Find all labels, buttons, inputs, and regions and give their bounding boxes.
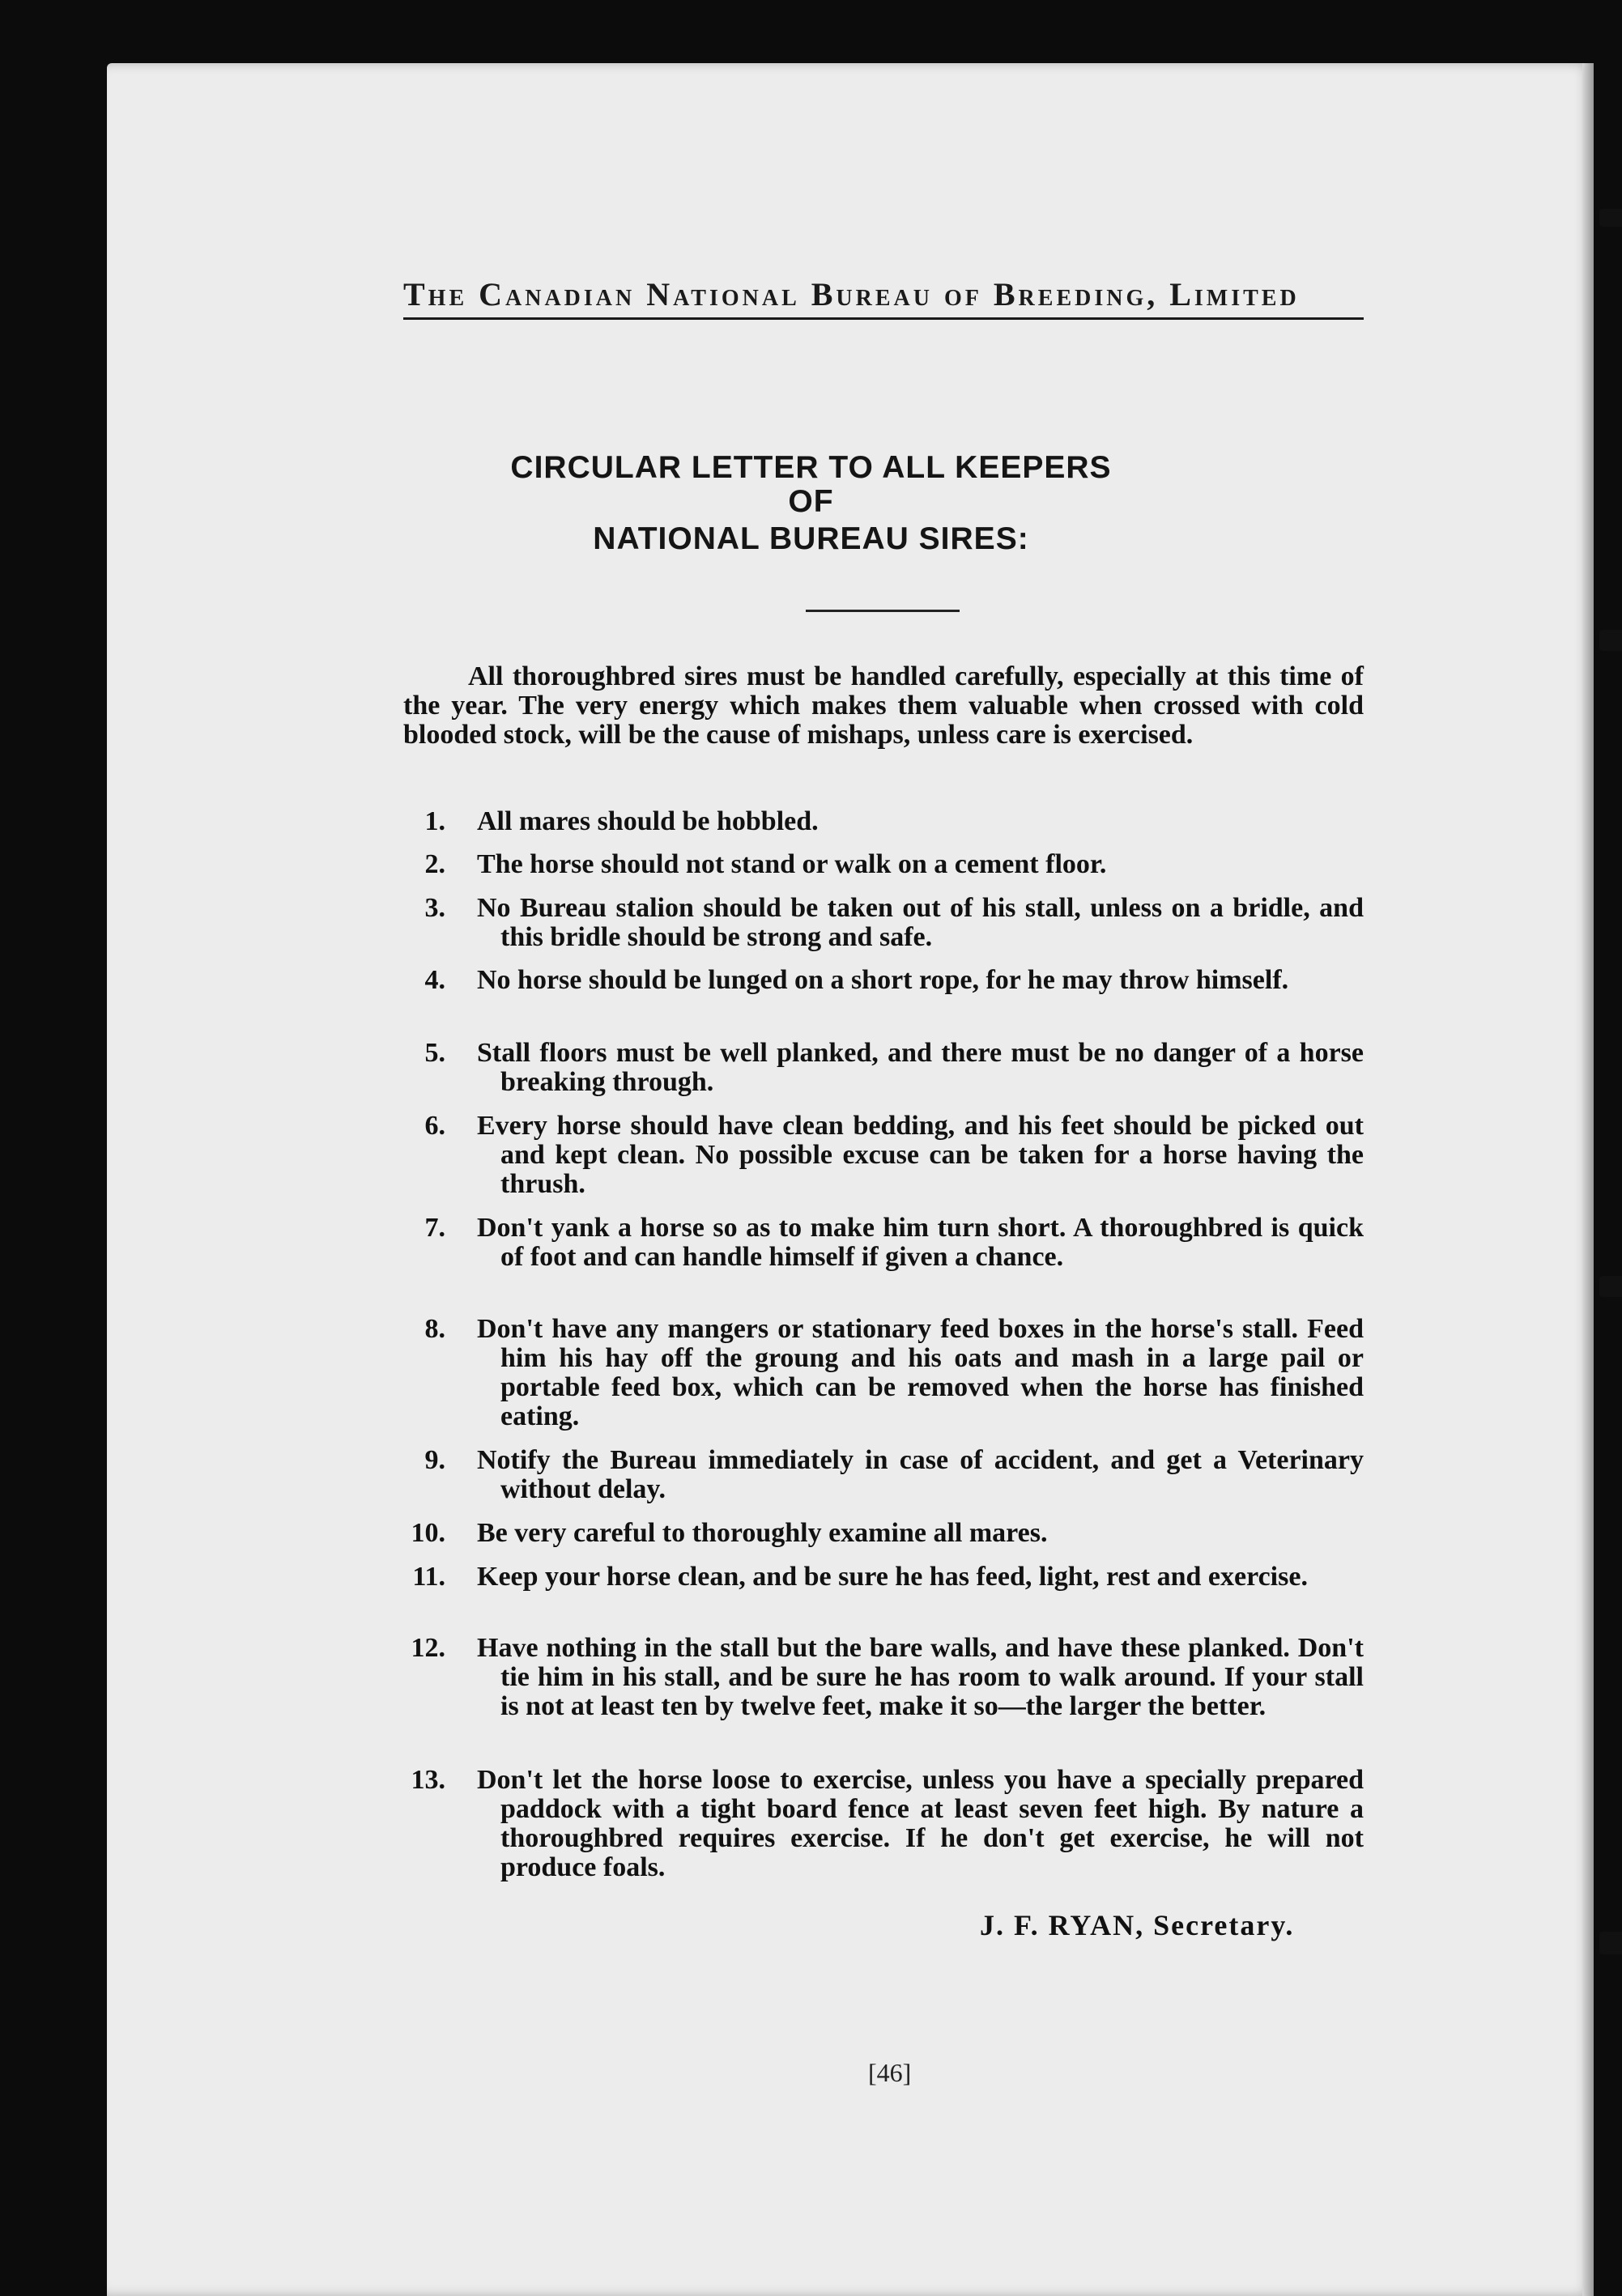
list-item [403,807,1364,836]
list-item [403,894,1364,952]
intro-paragraph: All thoroughbred sires must be handled carefully, especially at this time of the year. The very energy which makes them valuable when crossed with cold blooded stock, will be the cause of mishaps, unless care is exercised. [403,661,1364,750]
item-text: No Bureau stalion should be taken out of his stall, unless on a bridle, and this bridle should be strong and safe. [477,893,1364,952]
item-number: 7. [424,1213,445,1243]
list-item [403,850,1364,879]
title-line-1: CIRCULAR LETTER TO ALL KEEPERS [510,450,1112,485]
binding-tab [1599,1932,1622,1954]
list-item [403,1519,1364,1548]
page-edge-shadow [1582,63,1594,2296]
item-text: Don't let the horse loose to exercise, unless you have a specially prepared paddock with a tight board fence at least seven feet high. By nature a thoroughbred requires exercise. If he don't get exercise, he will not produce foals. [477,1765,1364,1882]
item-number: 2. [424,849,445,879]
list-item [403,1446,1364,1504]
title-line-3: NATIONAL BUREAU SIRES: [593,521,1029,556]
item-number: 3. [424,893,445,923]
item-text: Don't yank a horse so as to make him turn short. A thoroughbred is quick of foot and can handle himself if given a chance. [477,1213,1364,1272]
item-number: 8. [424,1314,445,1344]
list-item [403,1214,1364,1272]
item-number: 11. [412,1562,445,1592]
item-number: 4. [424,965,445,995]
item-text: Notify the Bureau immediately in case of accident, and get a Veterinary without delay. [477,1445,1364,1504]
list-item [403,1039,1364,1097]
signature: J. F. RYAN, Secretary. [980,1909,1295,1941]
list-item [403,1766,1364,1882]
item-number: 9. [424,1445,445,1475]
list-item [403,1112,1364,1199]
list-item [403,1315,1364,1431]
item-text: Have nothing in the stall but the bare walls, and have these planked. Don't tie him in his stall, and be sure he has room to walk around. If your stall is not at least ten by twelve feet, make it so—the larger the better. [477,1633,1364,1721]
running-head: The Canadian National Bureau of Breeding, Limited [403,276,1300,313]
item-text: Every horse should have clean bedding, and his feet should be picked out and kept clean. No possible excuse can be taken for a horse having the thrush. [477,1111,1364,1199]
item-number: 6. [424,1111,445,1141]
list-item [403,1563,1364,1592]
list-item [403,1634,1364,1721]
page-number: [46] [868,2058,912,2087]
binding-tab [1599,630,1622,651]
item-text: Stall floors must be well planked, and there must be no danger of a horse breaking through. [477,1038,1364,1097]
list-item [403,966,1364,995]
item-text: All mares should be hobbled. [477,806,819,836]
binding-tab [1599,209,1622,227]
separator-rule [806,610,960,612]
item-number: 10. [411,1518,445,1548]
item-text: Keep your horse clean, and be sure he has feed, light, rest and exercise. [477,1562,1308,1592]
item-number: 1. [424,806,445,836]
item-text: No horse should be lunged on a short rope, for he may throw himself. [477,965,1289,995]
item-number: 5. [424,1038,445,1068]
item-number: 13. [411,1765,445,1795]
item-text: Don't have any mangers or stationary feed boxes in the horse's stall. Feed him his hay off the groung and his oats and mash in a large pail or portable feed box, which can be removed when the horse has finished eating. [477,1314,1364,1431]
item-text: Be very careful to thoroughly examine all mares. [477,1518,1048,1548]
header-rule [403,317,1364,320]
title-line-2: OF [788,484,834,519]
binding-tab [1599,1276,1622,1297]
item-text: The horse should not stand or walk on a cement floor. [477,849,1107,879]
item-number: 12. [411,1633,445,1663]
